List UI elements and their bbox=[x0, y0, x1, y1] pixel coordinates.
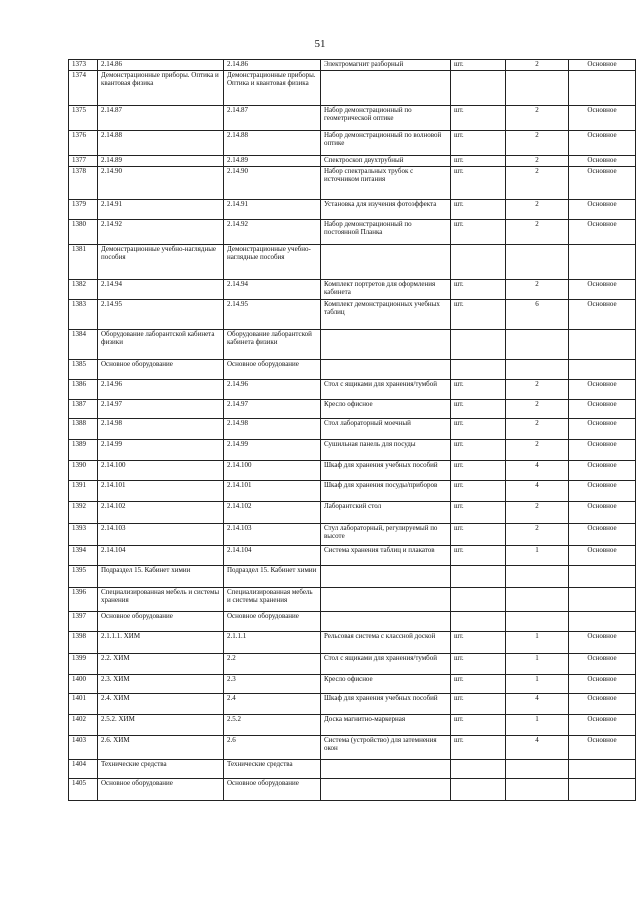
type-cell: Основное bbox=[569, 524, 636, 546]
item-cell bbox=[321, 779, 451, 801]
code-cell: 2.14.95 bbox=[98, 300, 224, 330]
row-number-cell: 1400 bbox=[69, 675, 98, 694]
item-cell: Электромагнит разборный bbox=[321, 60, 451, 71]
unit-cell: шт. bbox=[451, 481, 506, 502]
name-cell: 2.3 bbox=[224, 675, 321, 694]
name-cell: Демонстрационные приборы. Оптика и квантовая физика bbox=[224, 71, 321, 106]
table-row bbox=[69, 612, 636, 632]
row-number-cell: 1398 bbox=[69, 632, 98, 654]
name-cell: 2.14.87 bbox=[224, 106, 321, 131]
unit-cell bbox=[451, 330, 506, 360]
type-cell: Основное bbox=[569, 440, 636, 461]
table-row bbox=[69, 400, 636, 419]
row-number-cell: 1389 bbox=[69, 440, 98, 461]
name-cell: 2.14.100 bbox=[224, 461, 321, 481]
type-cell: Основное bbox=[569, 715, 636, 736]
table-row bbox=[69, 524, 636, 546]
table-row bbox=[69, 654, 636, 675]
unit-cell: шт. bbox=[451, 200, 506, 220]
equipment-table bbox=[68, 59, 636, 801]
quantity-cell: 1 bbox=[506, 632, 569, 654]
unit-cell bbox=[451, 588, 506, 612]
row-number-cell: 1391 bbox=[69, 481, 98, 502]
item-cell: Набор демонстрационный по постоянной Планка bbox=[321, 220, 451, 245]
quantity-cell: 1 bbox=[506, 546, 569, 566]
name-cell: 2.4 bbox=[224, 694, 321, 715]
code-cell: 2.14.91 bbox=[98, 200, 224, 220]
unit-cell: шт. bbox=[451, 694, 506, 715]
row-number-cell: 1376 bbox=[69, 131, 98, 156]
code-cell: 2.14.90 bbox=[98, 167, 224, 200]
table-row bbox=[69, 106, 636, 131]
quantity-cell: 2 bbox=[506, 220, 569, 245]
table-row bbox=[69, 546, 636, 566]
row-number-cell: 1402 bbox=[69, 715, 98, 736]
quantity-cell: 1 bbox=[506, 715, 569, 736]
code-cell: 2.14.89 bbox=[98, 156, 224, 167]
item-cell bbox=[321, 760, 451, 779]
table-row bbox=[69, 736, 636, 760]
item-cell: Кресло офисное bbox=[321, 400, 451, 419]
item-cell bbox=[321, 612, 451, 632]
quantity-cell: 4 bbox=[506, 736, 569, 760]
name-cell: Технические средства bbox=[224, 760, 321, 779]
table-row bbox=[69, 330, 636, 360]
quantity-cell bbox=[506, 360, 569, 380]
code-cell: 2.4. ХИМ bbox=[98, 694, 224, 715]
unit-cell: шт. bbox=[451, 524, 506, 546]
quantity-cell: 2 bbox=[506, 502, 569, 524]
table-row bbox=[69, 715, 636, 736]
unit-cell: шт. bbox=[451, 300, 506, 330]
name-cell: 2.14.98 bbox=[224, 419, 321, 440]
unit-cell bbox=[451, 71, 506, 106]
row-number-cell: 1374 bbox=[69, 71, 98, 106]
row-number-cell: 1382 bbox=[69, 280, 98, 300]
code-cell: 2.14.96 bbox=[98, 380, 224, 400]
quantity-cell bbox=[506, 612, 569, 632]
type-cell bbox=[569, 612, 636, 632]
unit-cell: шт. bbox=[451, 654, 506, 675]
table-row bbox=[69, 60, 636, 71]
table-row bbox=[69, 694, 636, 715]
type-cell: Основное bbox=[569, 546, 636, 566]
unit-cell: шт. bbox=[451, 675, 506, 694]
quantity-cell: 4 bbox=[506, 694, 569, 715]
code-cell: Подраздел 15. Кабинет химии bbox=[98, 566, 224, 588]
quantity-cell: 2 bbox=[506, 167, 569, 200]
item-cell: Сушильная панель для посуды bbox=[321, 440, 451, 461]
item-cell: Комплект портретов для оформления кабинета bbox=[321, 280, 451, 300]
unit-cell bbox=[451, 760, 506, 779]
table-row bbox=[69, 300, 636, 330]
unit-cell: шт. bbox=[451, 380, 506, 400]
row-number-cell: 1386 bbox=[69, 380, 98, 400]
type-cell: Основное bbox=[569, 400, 636, 419]
quantity-cell bbox=[506, 566, 569, 588]
unit-cell: шт. bbox=[451, 400, 506, 419]
row-number-cell: 1403 bbox=[69, 736, 98, 760]
row-number-cell: 1383 bbox=[69, 300, 98, 330]
code-cell: 2.3. ХИМ bbox=[98, 675, 224, 694]
code-cell: Основное оборудование bbox=[98, 612, 224, 632]
quantity-cell bbox=[506, 779, 569, 801]
name-cell: 2.5.2 bbox=[224, 715, 321, 736]
quantity-cell: 6 bbox=[506, 300, 569, 330]
row-number-cell: 1392 bbox=[69, 502, 98, 524]
name-cell: Подраздел 15. Кабинет химии bbox=[224, 566, 321, 588]
table-row bbox=[69, 131, 636, 156]
table-row bbox=[69, 779, 636, 801]
table-row bbox=[69, 220, 636, 245]
quantity-cell: 1 bbox=[506, 675, 569, 694]
unit-cell: шт. bbox=[451, 461, 506, 481]
quantity-cell bbox=[506, 330, 569, 360]
row-number-cell: 1387 bbox=[69, 400, 98, 419]
name-cell: Основное оборудование bbox=[224, 360, 321, 380]
row-number-cell: 1373 bbox=[69, 60, 98, 71]
item-cell: Стол с ящиками для хранения/тумбой bbox=[321, 380, 451, 400]
code-cell: 2.14.98 bbox=[98, 419, 224, 440]
table-row bbox=[69, 502, 636, 524]
name-cell: 2.14.89 bbox=[224, 156, 321, 167]
table-row bbox=[69, 419, 636, 440]
name-cell: 2.14.96 bbox=[224, 380, 321, 400]
row-number-cell: 1397 bbox=[69, 612, 98, 632]
quantity-cell: 1 bbox=[506, 654, 569, 675]
row-number-cell: 1390 bbox=[69, 461, 98, 481]
unit-cell bbox=[451, 245, 506, 280]
quantity-cell: 2 bbox=[506, 60, 569, 71]
item-cell: Набор демонстрационный по волновой оптике bbox=[321, 131, 451, 156]
quantity-cell: 2 bbox=[506, 419, 569, 440]
type-cell: Основное bbox=[569, 502, 636, 524]
type-cell: Основное bbox=[569, 300, 636, 330]
type-cell: Основное bbox=[569, 131, 636, 156]
type-cell: Основное bbox=[569, 220, 636, 245]
type-cell bbox=[569, 588, 636, 612]
table-row bbox=[69, 156, 636, 167]
row-number-cell: 1385 bbox=[69, 360, 98, 380]
name-cell: 2.14.97 bbox=[224, 400, 321, 419]
table-row bbox=[69, 71, 636, 106]
type-cell: Основное bbox=[569, 380, 636, 400]
table-row bbox=[69, 588, 636, 612]
name-cell: Специализированная мебель и системы хранения bbox=[224, 588, 321, 612]
quantity-cell: 2 bbox=[506, 524, 569, 546]
unit-cell: шт. bbox=[451, 220, 506, 245]
quantity-cell: 2 bbox=[506, 440, 569, 461]
code-cell: Оборудование лаборантской кабинета физики bbox=[98, 330, 224, 360]
quantity-cell: 2 bbox=[506, 131, 569, 156]
unit-cell: шт. bbox=[451, 60, 506, 71]
row-number-cell: 1377 bbox=[69, 156, 98, 167]
row-number-cell: 1393 bbox=[69, 524, 98, 546]
name-cell: 2.14.99 bbox=[224, 440, 321, 461]
table-row bbox=[69, 360, 636, 380]
table-row bbox=[69, 461, 636, 481]
row-number-cell: 1380 bbox=[69, 220, 98, 245]
name-cell: 2.14.86 bbox=[224, 60, 321, 71]
quantity-cell: 4 bbox=[506, 481, 569, 502]
type-cell bbox=[569, 779, 636, 801]
name-cell: 2.6 bbox=[224, 736, 321, 760]
table-row bbox=[69, 440, 636, 461]
table-row bbox=[69, 675, 636, 694]
row-number-cell: 1394 bbox=[69, 546, 98, 566]
item-cell: Шкаф для хранения учебных пособий bbox=[321, 694, 451, 715]
item-cell: Комплект демонстрационных учебных таблиц bbox=[321, 300, 451, 330]
row-number-cell: 1401 bbox=[69, 694, 98, 715]
type-cell: Основное bbox=[569, 694, 636, 715]
item-cell: Стол с ящиками для хранения/тумбой bbox=[321, 654, 451, 675]
unit-cell: шт. bbox=[451, 632, 506, 654]
table-row bbox=[69, 200, 636, 220]
code-cell: 2.14.99 bbox=[98, 440, 224, 461]
quantity-cell: 4 bbox=[506, 461, 569, 481]
item-cell: Доска магнитно-маркерная bbox=[321, 715, 451, 736]
unit-cell: шт. bbox=[451, 736, 506, 760]
row-number-cell: 1384 bbox=[69, 330, 98, 360]
type-cell: Основное bbox=[569, 419, 636, 440]
row-number-cell: 1399 bbox=[69, 654, 98, 675]
item-cell: Спектроскоп двухтрубный bbox=[321, 156, 451, 167]
row-number-cell: 1404 bbox=[69, 760, 98, 779]
name-cell: 2.14.103 bbox=[224, 524, 321, 546]
code-cell: 2.14.88 bbox=[98, 131, 224, 156]
type-cell: Основное bbox=[569, 60, 636, 71]
row-number-cell: 1381 bbox=[69, 245, 98, 280]
type-cell: Основное bbox=[569, 167, 636, 200]
item-cell: Кресло офисное bbox=[321, 675, 451, 694]
name-cell: 2.14.95 bbox=[224, 300, 321, 330]
code-cell: 2.14.87 bbox=[98, 106, 224, 131]
item-cell: Набор спектральных трубок с источником питания bbox=[321, 167, 451, 200]
type-cell bbox=[569, 760, 636, 779]
row-number-cell: 1405 bbox=[69, 779, 98, 801]
code-cell: 2.2. ХИМ bbox=[98, 654, 224, 675]
quantity-cell: 2 bbox=[506, 200, 569, 220]
row-number-cell: 1375 bbox=[69, 106, 98, 131]
name-cell: 2.14.88 bbox=[224, 131, 321, 156]
unit-cell: шт. bbox=[451, 440, 506, 461]
item-cell: Система (устройство) для затемнения окон bbox=[321, 736, 451, 760]
type-cell: Основное bbox=[569, 736, 636, 760]
name-cell: 2.14.90 bbox=[224, 167, 321, 200]
item-cell bbox=[321, 566, 451, 588]
quantity-cell bbox=[506, 588, 569, 612]
type-cell: Основное bbox=[569, 200, 636, 220]
item-cell: Шкаф для хранения учебных пособий bbox=[321, 461, 451, 481]
code-cell: 2.14.101 bbox=[98, 481, 224, 502]
name-cell: 2.14.104 bbox=[224, 546, 321, 566]
type-cell bbox=[569, 71, 636, 106]
item-cell bbox=[321, 588, 451, 612]
unit-cell: шт. bbox=[451, 502, 506, 524]
unit-cell: шт. bbox=[451, 106, 506, 131]
type-cell bbox=[569, 330, 636, 360]
name-cell: 2.14.101 bbox=[224, 481, 321, 502]
code-cell: 2.1.1.1. ХИМ bbox=[98, 632, 224, 654]
code-cell: 2.14.94 bbox=[98, 280, 224, 300]
name-cell: 2.1.1.1 bbox=[224, 632, 321, 654]
name-cell: Демонстрационные учебно-наглядные пособия bbox=[224, 245, 321, 280]
type-cell bbox=[569, 245, 636, 280]
table-row bbox=[69, 245, 636, 280]
row-number-cell: 1379 bbox=[69, 200, 98, 220]
name-cell: Оборудование лаборантской кабинета физики bbox=[224, 330, 321, 360]
name-cell: 2.14.91 bbox=[224, 200, 321, 220]
table-row bbox=[69, 280, 636, 300]
page-number: 51 bbox=[314, 38, 326, 50]
table-row bbox=[69, 760, 636, 779]
table-row bbox=[69, 632, 636, 654]
name-cell: 2.14.102 bbox=[224, 502, 321, 524]
quantity-cell: 2 bbox=[506, 156, 569, 167]
item-cell bbox=[321, 360, 451, 380]
row-number-cell: 1378 bbox=[69, 167, 98, 200]
unit-cell: шт. bbox=[451, 156, 506, 167]
code-cell: Специализированная мебель и системы хранения bbox=[98, 588, 224, 612]
row-number-cell: 1388 bbox=[69, 419, 98, 440]
unit-cell: шт. bbox=[451, 715, 506, 736]
quantity-cell: 2 bbox=[506, 380, 569, 400]
item-cell: Лаборантский стол bbox=[321, 502, 451, 524]
item-cell bbox=[321, 245, 451, 280]
unit-cell bbox=[451, 360, 506, 380]
type-cell: Основное bbox=[569, 675, 636, 694]
code-cell: Технические средства bbox=[98, 760, 224, 779]
unit-cell bbox=[451, 779, 506, 801]
item-cell bbox=[321, 71, 451, 106]
unit-cell: шт. bbox=[451, 546, 506, 566]
table-row bbox=[69, 566, 636, 588]
quantity-cell bbox=[506, 245, 569, 280]
item-cell: Стул лабораторный, регулируемый по высоте bbox=[321, 524, 451, 546]
row-number-cell: 1396 bbox=[69, 588, 98, 612]
type-cell: Основное bbox=[569, 481, 636, 502]
unit-cell bbox=[451, 566, 506, 588]
unit-cell bbox=[451, 612, 506, 632]
name-cell: Основное оборудование bbox=[224, 612, 321, 632]
item-cell: Установка для изучения фотоэффекта bbox=[321, 200, 451, 220]
type-cell: Основное bbox=[569, 632, 636, 654]
code-cell: 2.14.86 bbox=[98, 60, 224, 71]
code-cell: Основное оборудование bbox=[98, 779, 224, 801]
unit-cell: шт. bbox=[451, 419, 506, 440]
quantity-cell: 2 bbox=[506, 280, 569, 300]
code-cell: Демонстрационные приборы. Оптика и квантовая физика bbox=[98, 71, 224, 106]
item-cell: Набор демонстрационный по геометрической оптике bbox=[321, 106, 451, 131]
code-cell: 2.14.104 bbox=[98, 546, 224, 566]
code-cell: Демонстрационные учебно-наглядные пособия bbox=[98, 245, 224, 280]
quantity-cell: 2 bbox=[506, 400, 569, 419]
type-cell: Основное bbox=[569, 654, 636, 675]
type-cell bbox=[569, 360, 636, 380]
quantity-cell bbox=[506, 760, 569, 779]
item-cell: Стол лабораторный моечный bbox=[321, 419, 451, 440]
code-cell: 2.5.2. ХИМ bbox=[98, 715, 224, 736]
name-cell: Основное оборудование bbox=[224, 779, 321, 801]
code-cell: 2.14.102 bbox=[98, 502, 224, 524]
type-cell bbox=[569, 566, 636, 588]
name-cell: 2.2 bbox=[224, 654, 321, 675]
code-cell: 2.14.103 bbox=[98, 524, 224, 546]
name-cell: 2.14.94 bbox=[224, 280, 321, 300]
unit-cell: шт. bbox=[451, 167, 506, 200]
table-row bbox=[69, 481, 636, 502]
code-cell: 2.6. ХИМ bbox=[98, 736, 224, 760]
type-cell: Основное bbox=[569, 156, 636, 167]
quantity-cell: 2 bbox=[506, 106, 569, 131]
name-cell: 2.14.92 bbox=[224, 220, 321, 245]
item-cell: Рельсовая система с классной доской bbox=[321, 632, 451, 654]
type-cell: Основное bbox=[569, 461, 636, 481]
table-row bbox=[69, 380, 636, 400]
item-cell: Шкаф для хранения посуды/приборов bbox=[321, 481, 451, 502]
type-cell: Основное bbox=[569, 106, 636, 131]
code-cell: 2.14.92 bbox=[98, 220, 224, 245]
item-cell bbox=[321, 330, 451, 360]
row-number-cell: 1395 bbox=[69, 566, 98, 588]
table-row bbox=[69, 167, 636, 200]
unit-cell: шт. bbox=[451, 131, 506, 156]
type-cell: Основное bbox=[569, 280, 636, 300]
item-cell: Система хранения таблиц и плакатов bbox=[321, 546, 451, 566]
code-cell: 2.14.100 bbox=[98, 461, 224, 481]
code-cell: Основное оборудование bbox=[98, 360, 224, 380]
unit-cell: шт. bbox=[451, 280, 506, 300]
code-cell: 2.14.97 bbox=[98, 400, 224, 419]
quantity-cell bbox=[506, 71, 569, 106]
